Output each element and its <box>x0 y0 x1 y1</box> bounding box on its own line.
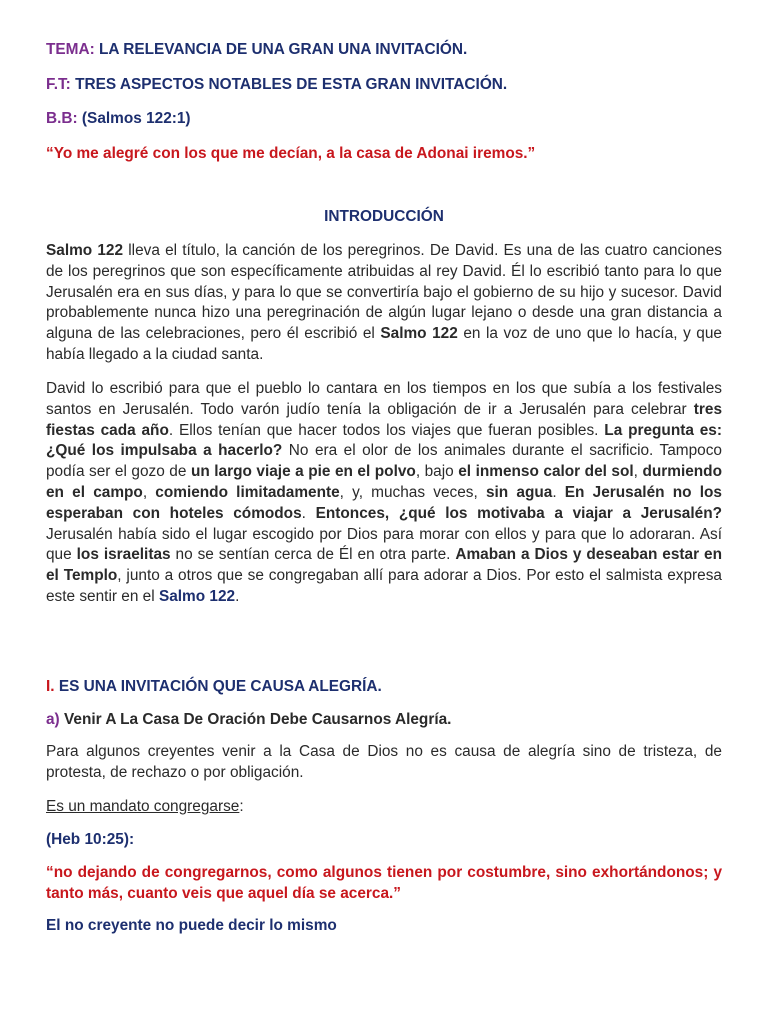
bb-line <box>46 109 191 129</box>
p2-s2: tres fiestas cada año <box>46 400 722 439</box>
p2-s15: . <box>552 483 565 501</box>
p2-s13: , y, muchas veces, <box>339 483 486 501</box>
p2-s21: no se sentían cerca de Él en otra parte. <box>170 546 456 564</box>
intro-heading: INTRODUCCIÓN <box>324 208 444 225</box>
p1-s2: lleva el título, la canción de los peregrinos. De David. Es una de las cuatro canciones de los peregrinos que son específicamente atribuidas al rey David. Él lo escribió tanto para lo que Jerusalén era en sus días, y para lo que se convertiría bajo el gobierno de su hijo y sucesor. David probablemente nunca hizo una peregrinación de algún lugar lejano o desde una gran distancia a alguna de las celebraciones, pero él escribió el <box>46 242 722 343</box>
heb-quote: “no dejando de congregarnos, como algunos tienen por costumbre, sino exhortándonos; y tanto más, cuanto veis que aquel día se acerca.” <box>46 864 722 902</box>
p2-s11: , <box>142 483 156 501</box>
ft-label: F.T: <box>46 76 71 93</box>
p1-s1: Salmo 122 <box>46 242 124 259</box>
heb-reference: (Heb 10:25): <box>46 831 135 848</box>
p2-s1: David lo escribió para que el pueblo lo cantara en los tiempos en los que subía a los festivales santos en Jerusalén. Todo varón judío tenía la obligación de ir a Jerusalén para celebrar <box>46 380 722 418</box>
p2-s22: Amaban a Dios y deseaban estar en el Templo <box>46 546 722 585</box>
section-1-paragraph: Para algunos creyentes venir a la Casa de Dios no es causa de alegría sino de tristeza, de protesta, de rechazo o por obligación. <box>46 743 722 781</box>
mandate-colon: : <box>239 798 244 815</box>
p2-s17: . <box>301 504 316 522</box>
p2-s3: . Ellos tenían que hacer todos los viajes que fueran posibles. <box>168 421 605 439</box>
p2-s9: , <box>633 463 643 481</box>
p1-s3: Salmo 122 <box>380 325 458 343</box>
subsection-a-heading <box>46 710 451 730</box>
p2-s23: , junto a otros que se congregaban allí para adorar a Dios. Por esto el salmista expresa este sentir en el <box>46 567 722 605</box>
p2-s7: , bajo <box>415 463 459 481</box>
p2-s12: comiendo limitadamente <box>155 483 340 501</box>
intro-paragraph-2 <box>46 379 722 608</box>
p2-s10: durmiendo en el campo <box>46 463 722 501</box>
p2-s5: No era el olor de los animales durante el sacrificio. Tampoco podía ser el gozo de <box>46 442 722 481</box>
p2-s8: el inmenso calor del sol <box>458 463 634 481</box>
p2-s25: . <box>235 587 240 605</box>
tema-line <box>46 40 467 60</box>
intro-paragraph-1 <box>46 241 722 366</box>
p2-s16: En Jerusalén no los esperaban con hoteles cómodos <box>46 483 722 522</box>
p2-s19: Jerusalén había sido el lugar escogido por Dios para morar con ellos y para que lo adoraran. Así que <box>46 525 722 564</box>
ft-text: TRES ASPECTOS NOTABLES DE ESTA GRAN INVITACIÓN. <box>75 76 508 93</box>
tema-label: TEMA: <box>46 41 95 58</box>
closing-line: El no creyente no puede decir lo mismo <box>46 917 337 934</box>
bb-label: B.B: <box>46 110 78 127</box>
section-1-title: ES UNA INVITACIÓN QUE CAUSA ALEGRÍA. <box>58 678 382 695</box>
p2-s20: los israelitas <box>76 546 171 564</box>
section-1-heading <box>46 677 382 697</box>
p2-s18: Entonces, ¿qué los motivaba a viajar a Jerusalén? <box>315 504 722 522</box>
p2-s14: sin agua <box>485 483 553 501</box>
p2-s24: Salmo 122 <box>158 587 236 605</box>
subsection-a-letter: a) <box>46 711 60 728</box>
mandate-text: Es un mandato congregarse <box>46 798 240 815</box>
bb-text: (Salmos 122:1) <box>81 110 191 127</box>
p2-s6: un largo viaje a pie en el polvo <box>190 463 416 481</box>
p1-s4: en la voz de uno que lo hacía, y que había llegado a la ciudad santa. <box>46 325 722 363</box>
tema-text: LA RELEVANCIA DE UNA GRAN UNA INVITACIÓN. <box>99 41 468 58</box>
subsection-a-title: Venir A La Casa De Oración Debe Causarnos Alegría. <box>63 711 452 728</box>
p2-s4: La pregunta es: ¿Qué los impulsaba a hacerlo? <box>46 421 722 460</box>
ft-line <box>46 75 507 95</box>
mandate-line <box>46 797 244 817</box>
key-verse: “Yo me alegré con los que me decían, a la casa de Adonai iremos.” <box>46 145 536 162</box>
section-1-numeral: I. <box>46 678 55 695</box>
